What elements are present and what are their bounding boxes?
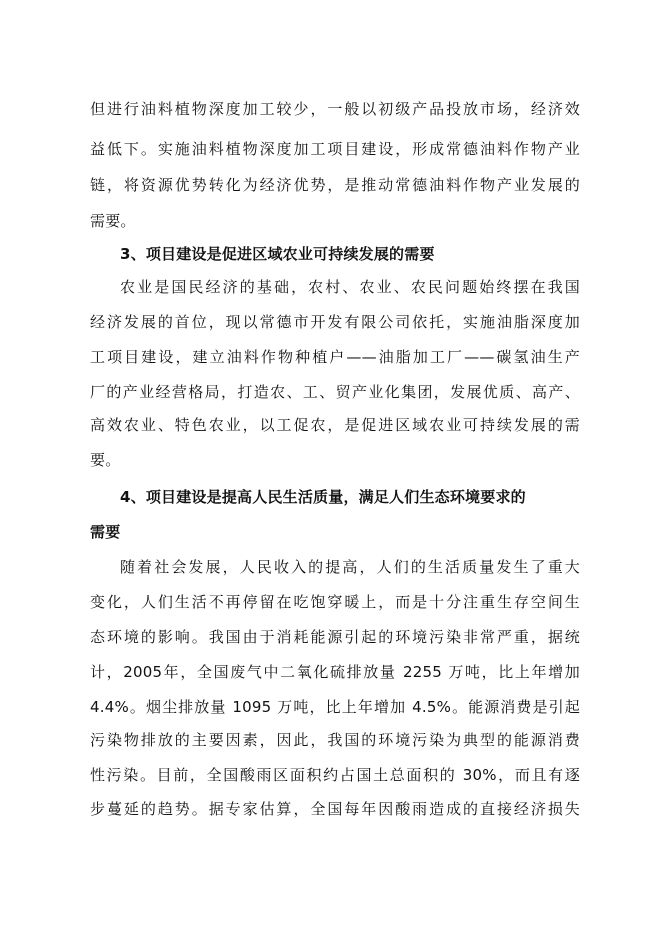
paragraph-line: 高效农业、特色农业，以工促农，是促进区域农业可持续发展的需 — [90, 416, 580, 434]
paragraph-line: 污染物排放的主要因素，因此，我国的环境污染为典型的能源消费 — [90, 731, 580, 749]
paragraph-line: 厂的产业经营格局，打造农、工、贸产业化集团，发展优质、高产、 — [90, 383, 580, 401]
paragraph-line: 要。 — [90, 451, 121, 469]
paragraph-line: 步蔓延的趋势。据专家估算，全国每年因酸雨造成的直接经济损失 — [90, 800, 580, 818]
paragraph-line: 随着社会发展，人民收入的提高，人们的生活质量发生了重大 — [120, 558, 580, 576]
section-heading-3: 3、项目建设是促进区域农业可持续发展的需要 — [120, 245, 435, 263]
paragraph-line: 态环境的影响。我国由于消耗能源引起的环境污染非常严重，据统 — [90, 628, 580, 646]
paragraph-line: 性污染。目前，全国酸雨区面积约占国土总面积的 30%，而且有逐 — [90, 766, 580, 784]
paragraph-line: 计，2005年，全国废气中二氧化硫排放量 2255 万吨，比上年增加 — [90, 663, 580, 681]
paragraph-line: 但进行油料植物深度加工较少，一般以初级产品投放市场，经济效 — [90, 100, 580, 118]
paragraph-line: 农业是国民经济的基础，农村、农业、农民问题始终摆在我国 — [120, 278, 580, 296]
paragraph-line: 链，将资源优势转化为经济优势，是推动常德油料作物产业发展的 — [90, 176, 580, 194]
paragraph-line: 需要。 — [90, 212, 136, 230]
section-heading-4-cont: 需要 — [90, 523, 121, 541]
section-heading-4: 4、项目建设是提高人民生活质量，满足人们生态环境要求的 — [120, 488, 526, 506]
paragraph-line: 经济发展的首位，现以常德市开发有限公司依托，实施油脂深度加 — [90, 313, 580, 331]
paragraph-line: 4.4%。烟尘排放量 1095 万吨，比上年增加 4.5%。能源消费是引起 — [90, 698, 580, 716]
paragraph-line: 益低下。实施油料植物深度加工项目建设，形成常德油料作物产业 — [90, 140, 580, 158]
paragraph-line: 工项目建设，建立油料作物种植户——油脂加工厂——碳氢油生产 — [90, 348, 580, 366]
paragraph-line: 变化，人们生活不再停留在吃饱穿暖上，而是十分注重生存空间生 — [90, 593, 580, 611]
